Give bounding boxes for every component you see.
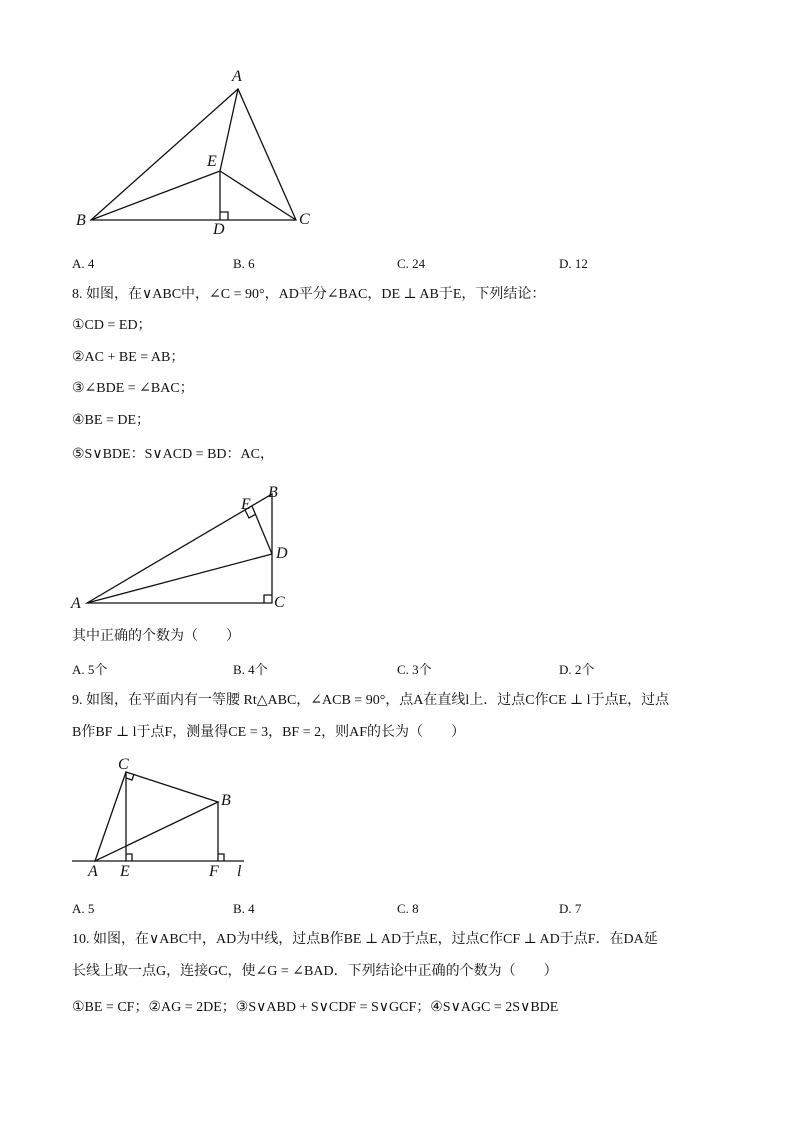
segment-ad bbox=[87, 554, 272, 603]
right-angle-mark bbox=[220, 212, 228, 220]
figure-1 bbox=[0, 0, 794, 250]
q9-line-2: B作BF ⊥ l于点F，测量得CE = 3，BF = 2，则AF的长为（ ） bbox=[72, 725, 466, 740]
label-a: A bbox=[88, 863, 98, 880]
right-angle-mark-f bbox=[218, 854, 224, 861]
label-e: E bbox=[207, 153, 217, 170]
q8-option-b: B. 4个 bbox=[233, 662, 268, 677]
fig1-option-c: C. 24 bbox=[397, 256, 426, 271]
triangle-acb bbox=[95, 772, 218, 861]
q10-line-3: ①BE = CF；②AG = 2DE；③S∨ABD + S∨CDF = S∨GCF；④S∨AGC = 2S∨BDE bbox=[72, 1000, 559, 1015]
label-e: E bbox=[120, 863, 130, 880]
q8-item-2: ②AC + BE = AB； bbox=[72, 350, 185, 365]
label-c: C bbox=[299, 211, 310, 228]
q8-option-a: A. 5个 bbox=[72, 662, 108, 677]
figure-q8 bbox=[0, 470, 794, 620]
figure-q9 bbox=[0, 755, 794, 890]
figure-1-svg bbox=[0, 0, 794, 250]
segment-be bbox=[91, 171, 220, 220]
segment-ed bbox=[252, 506, 272, 554]
q10-line-2: 长线上取一点G，连接GC，使∠G = ∠BAD．下列结论中正确的个数为（ ） bbox=[72, 964, 558, 979]
q8-option-c: C. 3个 bbox=[397, 662, 432, 677]
label-d: D bbox=[276, 545, 288, 562]
q9-option-d: D. 7 bbox=[559, 901, 582, 916]
label-a: A bbox=[232, 68, 242, 85]
q9-line-1: 9. 如图，在平面内有一等腰 Rt△ABC，∠ACB = 90°，点A在直线l上．过点C作CE ⊥ l于点E，过点 bbox=[72, 693, 670, 708]
q9-option-a: A. 5 bbox=[72, 901, 95, 916]
q9-option-c: C. 8 bbox=[397, 901, 419, 916]
fig1-option-b: B. 6 bbox=[233, 256, 255, 271]
label-b: B bbox=[268, 484, 278, 501]
label-b: B bbox=[221, 792, 231, 809]
q8-item-1: ①CD = ED； bbox=[72, 318, 152, 333]
label-d: D bbox=[213, 221, 225, 238]
fig1-option-a: A. 4 bbox=[72, 256, 95, 271]
label-a: A bbox=[71, 595, 81, 612]
q8-item-5: ⑤S∨BDE：S∨ACD = BD：AC， bbox=[72, 447, 274, 462]
label-b: B bbox=[76, 212, 86, 229]
label-c: C bbox=[274, 594, 285, 611]
q9-option-b: B. 4 bbox=[233, 901, 255, 916]
q8-stem: 8. 如图，在∨ABC中，∠C = 90°，AD平分∠BAC，DE ⊥ AB于E，下列结论： bbox=[72, 287, 546, 302]
fig1-option-d: D. 12 bbox=[559, 256, 588, 271]
label-l: l bbox=[237, 863, 242, 880]
q8-question: 其中正确的个数为（ ） bbox=[72, 629, 240, 644]
label-c: C bbox=[118, 756, 129, 773]
q8-item-4: ④BE = DE； bbox=[72, 413, 150, 428]
q8-item-3: ③∠BDE = ∠BAC； bbox=[72, 381, 194, 396]
figure-q8-svg bbox=[0, 470, 794, 620]
right-angle-mark-e bbox=[126, 854, 132, 861]
label-e: E bbox=[241, 496, 251, 513]
right-angle-mark-c bbox=[264, 595, 272, 603]
q10-line-1: 10. 如图，在∨ABC中，AD为中线，过点B作BE ⊥ AD于点E，过点C作CF ⊥ AD于点F．在DA延 bbox=[72, 932, 658, 947]
label-f: F bbox=[209, 863, 219, 880]
segment-ae bbox=[220, 89, 238, 171]
q8-option-d: D. 2个 bbox=[559, 662, 595, 677]
